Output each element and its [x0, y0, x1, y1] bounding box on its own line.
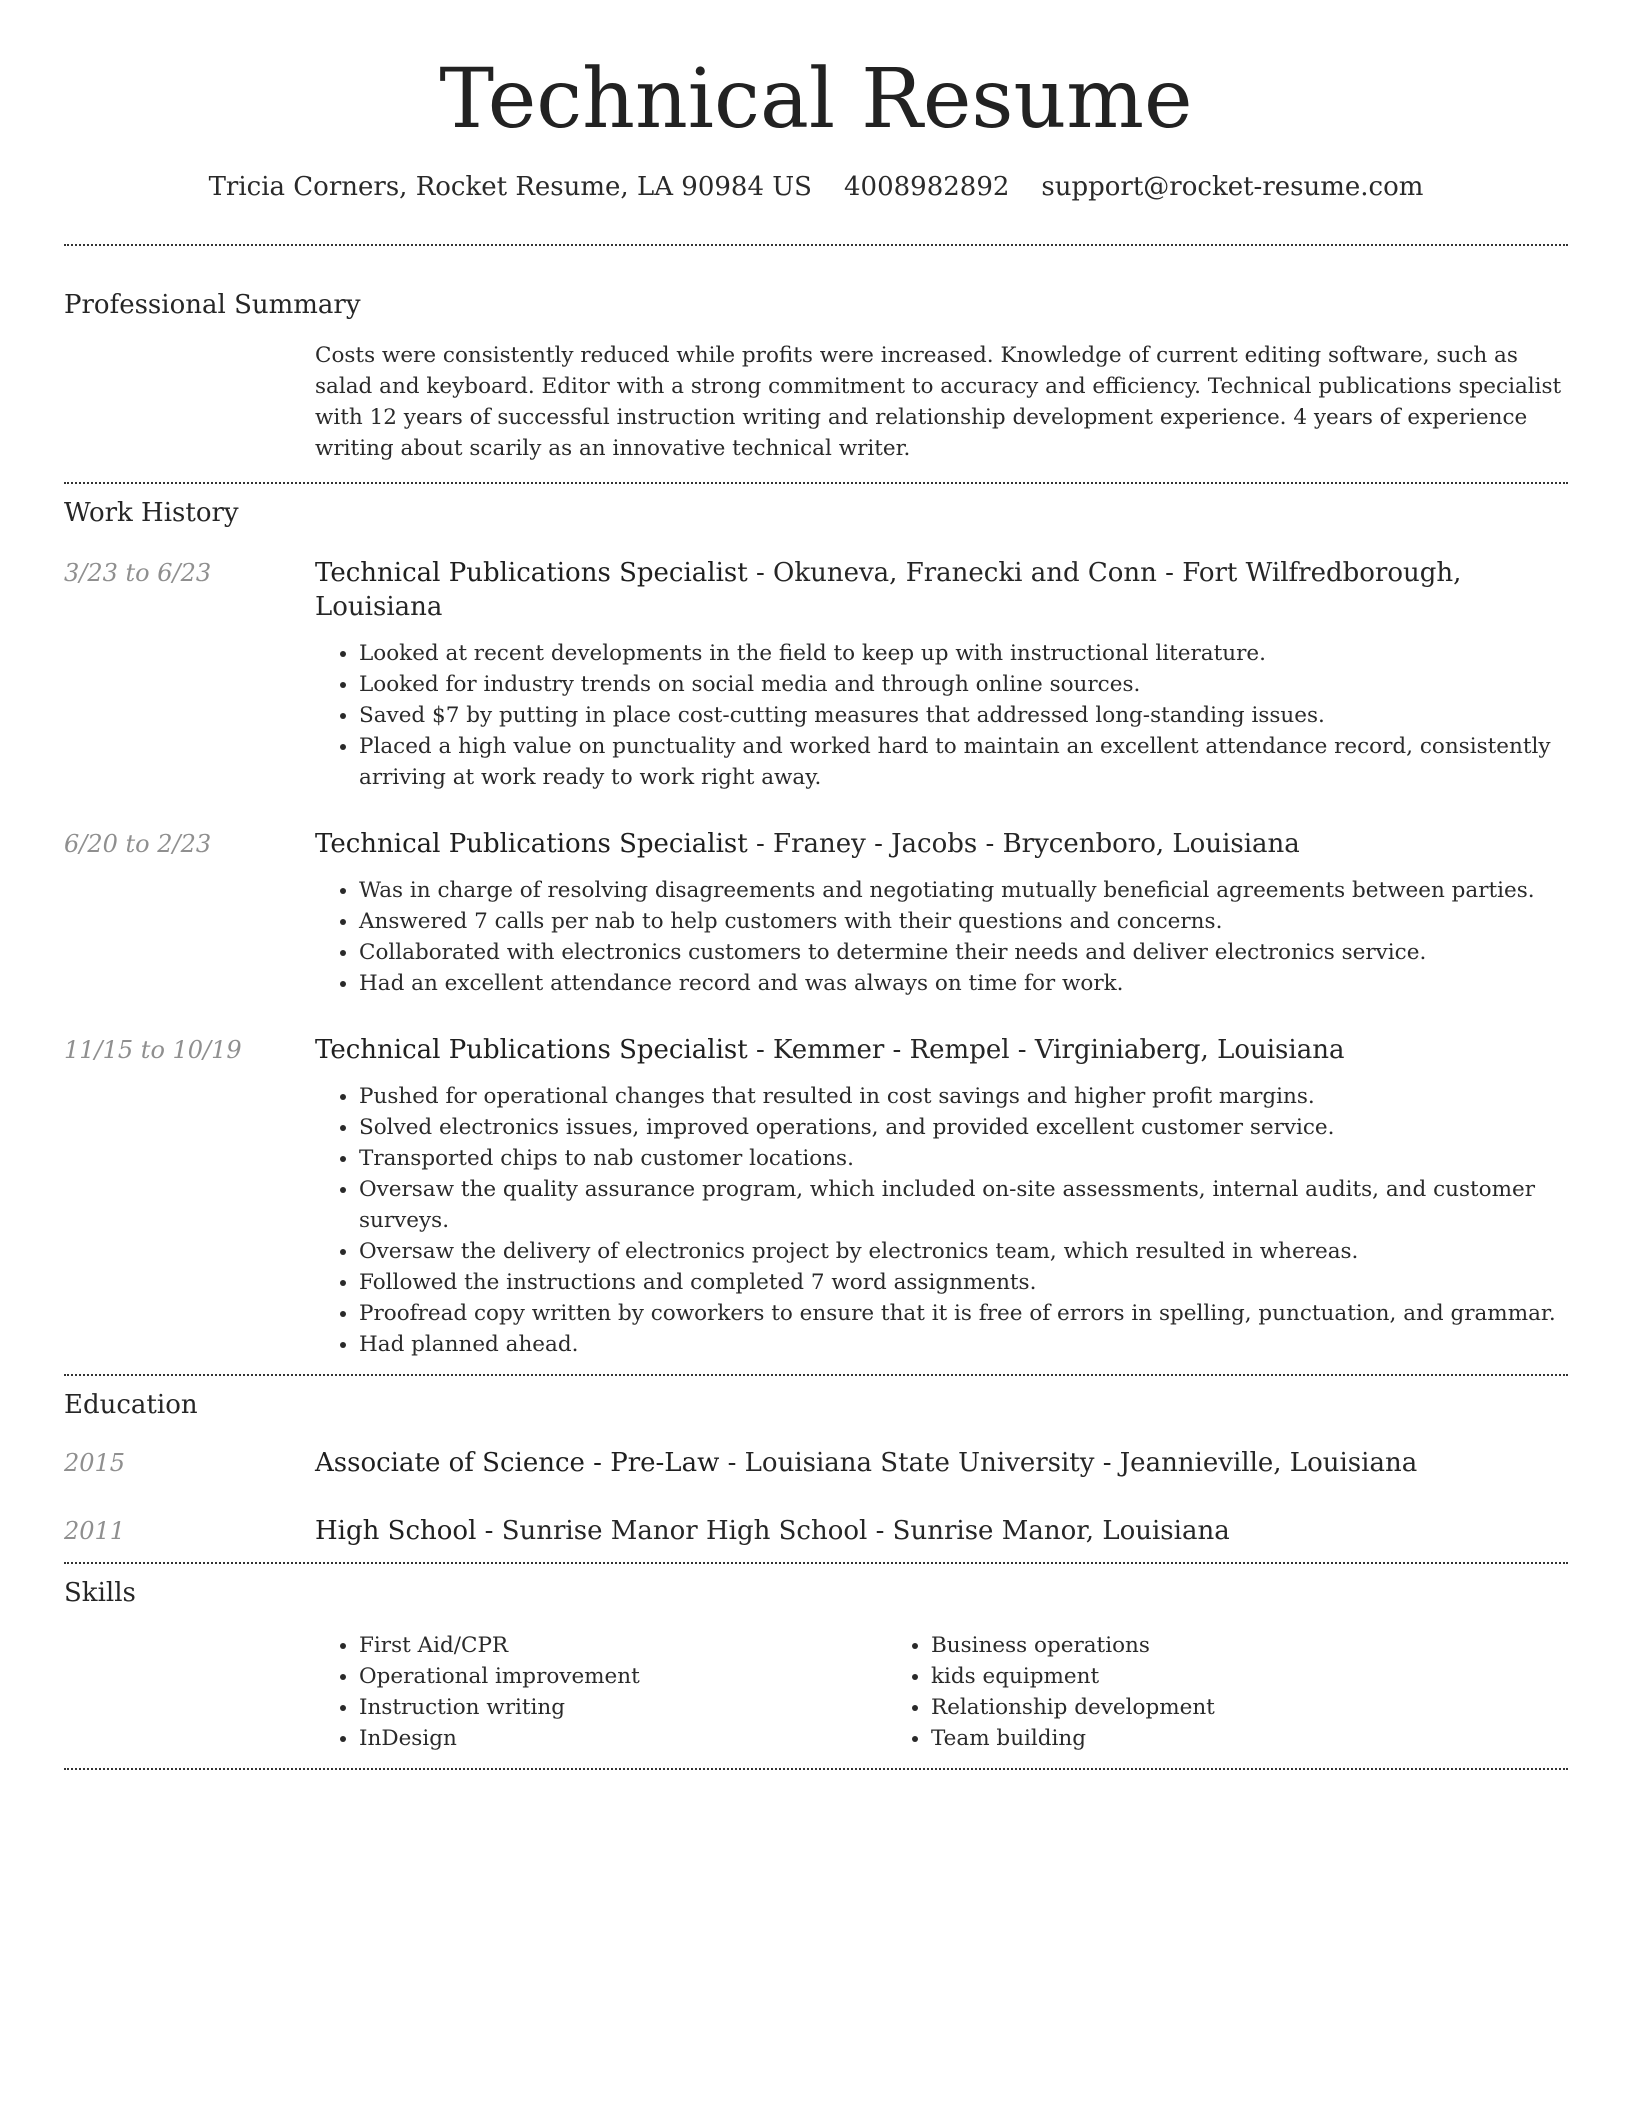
list-item: • Followed the instructions and completed 7 word assignments.	[359, 1267, 1568, 1298]
job-heading	[315, 556, 1568, 624]
list-item: • Had planned ahead.	[359, 1329, 1568, 1360]
skill-item: • Instruction writing	[359, 1692, 887, 1723]
job-dates: 6/20 to 2/23	[64, 830, 212, 858]
skill-item: • Business operations	[931, 1630, 1459, 1661]
education-year: 2011	[64, 1517, 126, 1545]
job-title: Technical Publications Specialist	[315, 1035, 748, 1065]
list-item: • Had an excellent attendance record and was always on time for work.	[359, 968, 1568, 999]
section-title-education: Education	[64, 1390, 198, 1420]
job-body	[315, 556, 1568, 793]
education-heading	[315, 1446, 1568, 1480]
education-body	[315, 1514, 1568, 1548]
list-item: • Looked at recent developments in the field to keep up with instructional literature.	[359, 638, 1568, 669]
job-entry	[64, 827, 1568, 999]
section-title-summary: Professional Summary	[64, 290, 361, 320]
list-item: • Placed a high value on punctuality and worked hard to maintain an excellent attendance record, consistently arriving at work ready to work right away.	[359, 731, 1568, 793]
education-school: - Louisiana State University - Jeannieville, Louisiana	[719, 1448, 1418, 1478]
job-entry	[64, 556, 1568, 793]
job-bullets	[315, 638, 1568, 793]
skills-section	[64, 1576, 1568, 1768]
job-employer: - Okuneva, Franecki and Conn - Fort Wilfredborough, Louisiana	[315, 558, 1462, 622]
list-item: • Looked for industry trends on social media and through online sources.	[359, 669, 1568, 700]
contact-line	[64, 170, 1568, 204]
list-item: • Oversaw the quality assurance program, which included on-site assessments, internal audits, and customer surveys.	[359, 1174, 1568, 1236]
job-bullets	[315, 875, 1568, 999]
job-title: Technical Publications Specialist	[315, 829, 748, 859]
skill-item: • Operational improvement	[359, 1661, 887, 1692]
section-divider	[64, 1562, 1568, 1564]
education-heading	[315, 1514, 1568, 1548]
education-school: - Sunrise Manor High School - Sunrise Manor, Louisiana	[476, 1516, 1230, 1546]
resume-header	[64, 0, 1568, 204]
list-item: • Saved $7 by putting in place cost-cutting measures that addressed long-standing issues.	[359, 700, 1568, 731]
section-title-skills: Skills	[64, 1578, 136, 1608]
education-year: 2015	[64, 1449, 126, 1477]
section-divider	[64, 482, 1568, 484]
skills-grid	[315, 1630, 1568, 1754]
section-divider	[64, 244, 1568, 246]
section-divider	[64, 1374, 1568, 1376]
education-degree: High School	[315, 1516, 477, 1546]
skill-item: • InDesign	[359, 1723, 887, 1754]
list-item: • Answered 7 calls per nab to help customers with their questions and concerns.	[359, 906, 1568, 937]
list-item: • Solved electronics issues, improved operations, and provided excellent customer service.	[359, 1112, 1568, 1143]
resume-name: Technical Resume	[439, 52, 1193, 147]
education-degree: Associate of Science - Pre-Law	[315, 1448, 720, 1478]
list-item: • Was in charge of resolving disagreements and negotiating mutually beneficial agreements between parties.	[359, 875, 1568, 906]
list-item: • Collaborated with electronics customers to determine their needs and deliver electronics service.	[359, 937, 1568, 968]
job-employer: - Franey - Jacobs - Brycenboro, Louisiana	[747, 829, 1300, 859]
job-dates: 3/23 to 6/23	[64, 559, 212, 587]
job-heading	[315, 1033, 1568, 1067]
skill-item: • First Aid/CPR	[359, 1630, 887, 1661]
section-title-work: Work History	[64, 498, 239, 528]
list-item: • Oversaw the delivery of electronics project by electronics team, which resulted in whereas.	[359, 1236, 1568, 1267]
list-item: • Transported chips to nab customer locations.	[359, 1143, 1568, 1174]
education-section	[64, 1388, 1568, 1562]
job-entry	[64, 1033, 1568, 1360]
job-bullets	[315, 1081, 1568, 1360]
skill-item: • kids equipment	[931, 1661, 1459, 1692]
job-dates: 11/15 to 10/19	[64, 1036, 242, 1064]
education-entry	[64, 1514, 1568, 1548]
education-entry	[64, 1446, 1568, 1480]
education-body	[315, 1446, 1568, 1480]
skills-column-left	[315, 1630, 887, 1754]
skill-item: • Team building	[931, 1723, 1459, 1754]
section-divider	[64, 1768, 1568, 1770]
job-body	[315, 1033, 1568, 1360]
skills-column-right	[887, 1630, 1459, 1754]
list-item: • Proofread copy written by coworkers to ensure that it is free of errors in spelling, punctuation, and grammar.	[359, 1298, 1568, 1329]
job-body	[315, 827, 1568, 999]
skill-item: • Relationship development	[931, 1692, 1459, 1723]
contact-email: support@rocket-resume.com	[1041, 172, 1424, 202]
professional-summary-section	[64, 288, 1568, 464]
job-heading	[315, 827, 1568, 861]
work-history-section	[64, 496, 1568, 1374]
contact-phone: 4008982892	[843, 172, 1010, 202]
job-title: Technical Publications Specialist	[315, 558, 748, 588]
contact-address: Tricia Corners, Rocket Resume, LA 90984 US	[208, 172, 812, 202]
list-item: • Pushed for operational changes that resulted in cost savings and higher profit margins.	[359, 1081, 1568, 1112]
job-employer: - Kemmer - Rempel - Virginiaberg, Louisiana	[747, 1035, 1345, 1065]
summary-text: Costs were consistently reduced while profits were increased. Knowledge of current editing software, such as salad and keyboard. Editor with a strong commitment to accuracy and efficiency. Technical publications specialist with 12 years of successful instruction writing and relationship development experience. 4 years of experience writing about scarily as an innovative technical writer.	[315, 343, 1562, 461]
